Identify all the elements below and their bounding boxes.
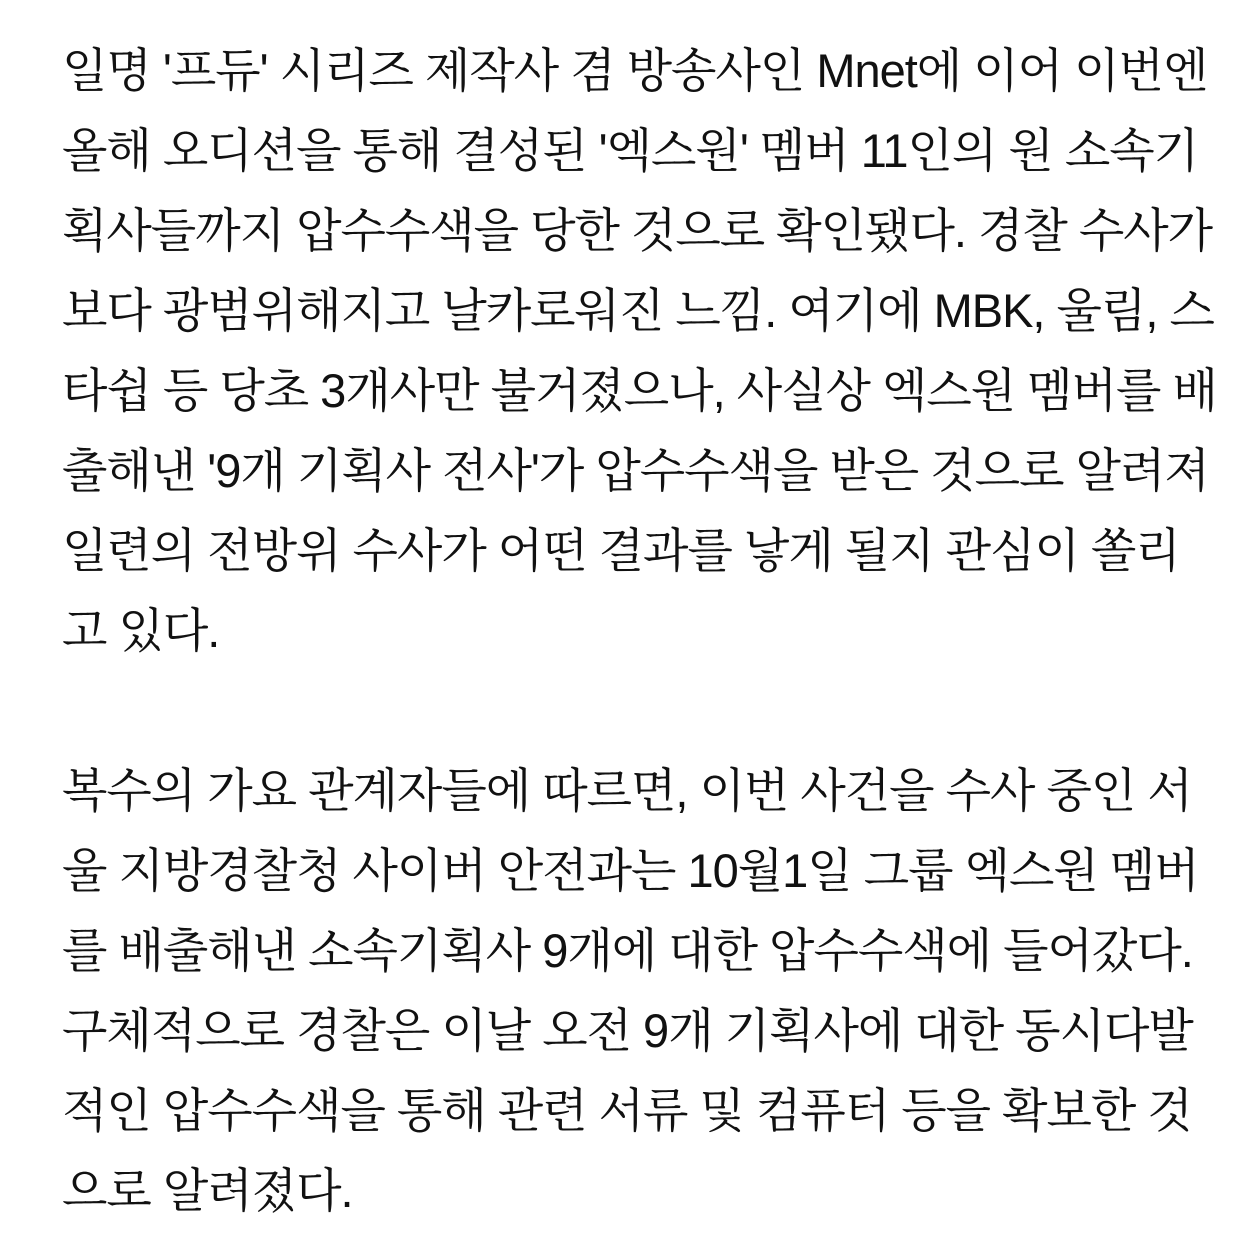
text-line: 타쉽 등 당초 3개사만 불거졌으나, 사실상 엑스원 멤버를 배 xyxy=(62,364,1217,417)
text-line: 를 배출해낸 소속기획사 9개에 대한 압수수색에 들어갔다. xyxy=(62,924,1193,977)
text-line: 울 지방경찰청 사이버 안전과는 10월1일 그룹 엑스원 멤버 xyxy=(62,844,1199,897)
text-line: 보다 광범위해지고 날카로워진 느낌. 여기에 MBK, 울림, 스 xyxy=(62,284,1214,337)
text-line: 일명 '프듀' 시리즈 제작사 겸 방송사인 Mnet에 이어 이번엔 xyxy=(62,44,1208,97)
text-line: 고 있다. xyxy=(62,604,220,657)
paragraph xyxy=(62,31,1217,671)
text-line: 획사들까지 압수수색을 당한 것으로 확인됐다. 경찰 수사가 xyxy=(62,204,1213,257)
text-line: 적인 압수수색을 통해 관련 서류 및 컴퓨터 등을 확보한 것 xyxy=(62,1084,1192,1137)
paragraph xyxy=(62,751,1199,1231)
text-line: 올해 오디션을 통해 결성된 '엑스원' 멤버 11인의 원 소속기 xyxy=(62,124,1199,177)
text-line: 으로 알려졌다. xyxy=(62,1164,353,1217)
text-line: 일련의 전방위 수사가 어떤 결과를 낳게 될지 관심이 쏠리 xyxy=(62,524,1180,577)
text-line: 출해낸 '9개 기획사 전사'가 압수수색을 받은 것으로 알려져 xyxy=(62,444,1209,497)
text-line: 구체적으로 경찰은 이날 오전 9개 기획사에 대한 동시다발 xyxy=(62,1004,1193,1057)
text-line: 복수의 가요 관계자들에 따르면, 이번 사건을 수사 중인 서 xyxy=(62,764,1192,817)
